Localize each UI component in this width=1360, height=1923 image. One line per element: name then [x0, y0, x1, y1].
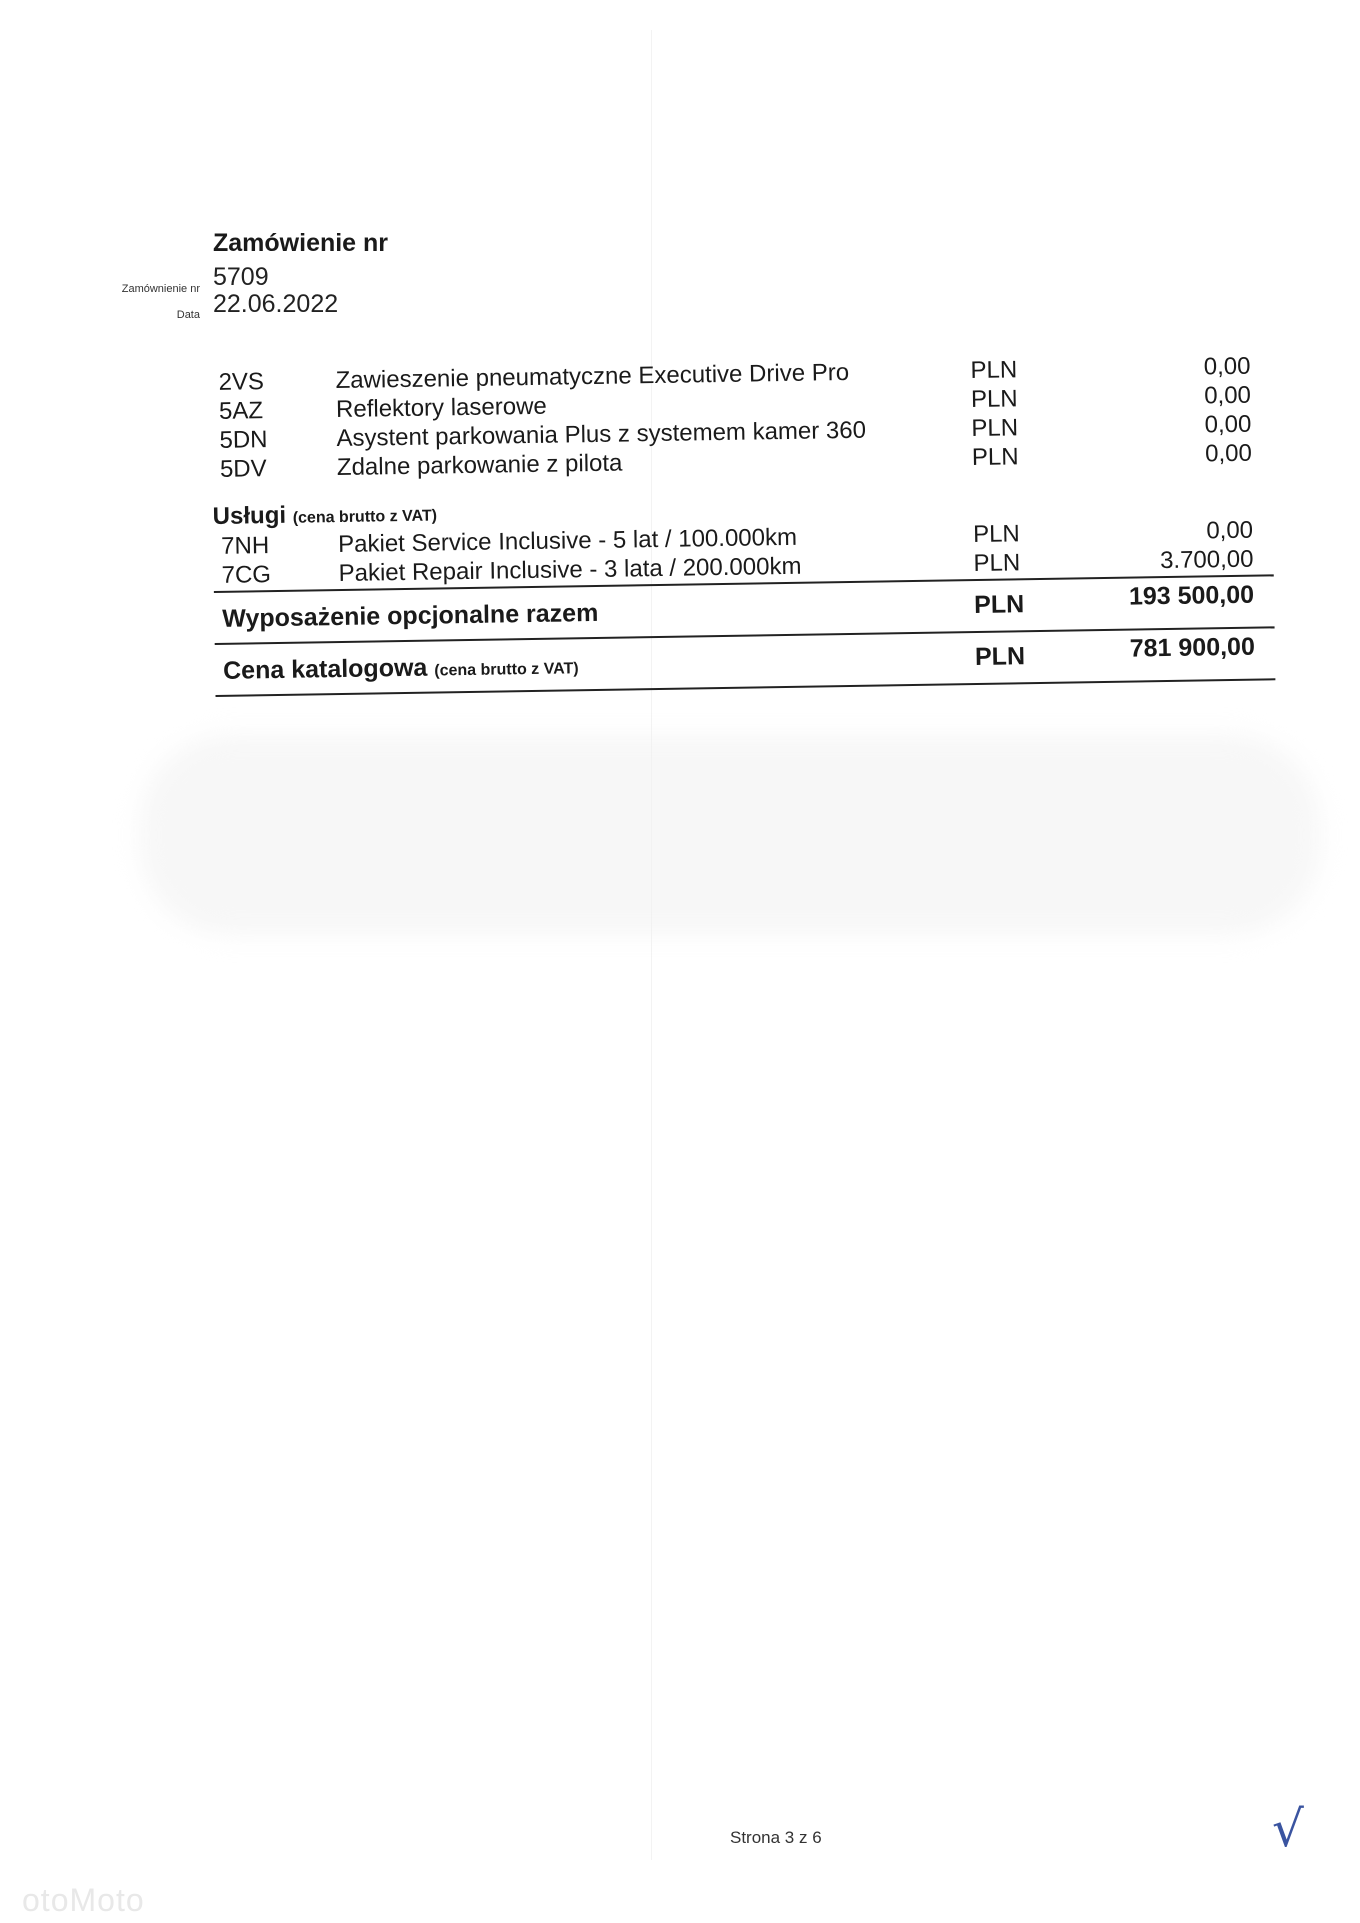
- scan-fold-line: [651, 30, 652, 1860]
- option-code: 2VS: [218, 368, 265, 396]
- catalog-price-title: Cena katalogowa: [222, 653, 428, 685]
- service-amount: 0,00: [1206, 516, 1254, 545]
- option-code: 5DN: [219, 426, 268, 454]
- order-date: 22.06.2022: [213, 290, 339, 318]
- option-description: Zawieszenie pneumatyczne Executive Drive Pro: [335, 358, 850, 395]
- service-code: 7NH: [220, 532, 270, 560]
- option-description: Zdalne parkowanie z pilota: [336, 449, 623, 482]
- check-mark-icon: √: [1272, 1800, 1304, 1858]
- watermark: otoMoto: [22, 1882, 145, 1918]
- service-currency: PLN: [973, 549, 1021, 578]
- order-number-label: Zamównienie nr: [121, 283, 200, 295]
- date-label: Data: [176, 309, 200, 321]
- redacted-area: [140, 735, 1320, 935]
- services-note: (cena brutto z VAT): [292, 507, 438, 527]
- order-number: 5709: [213, 263, 269, 291]
- option-description: Asystent parkowania Plus z systemem kamer 360: [336, 416, 867, 453]
- catalog-price-note: (cena brutto z VAT): [434, 660, 579, 680]
- service-currency: PLN: [972, 520, 1020, 549]
- optional-total-amount: 193 500,00: [1128, 580, 1255, 611]
- option-currency: PLN: [970, 356, 1018, 385]
- services-title: Usługi: [212, 501, 287, 530]
- optional-total-currency: PLN: [973, 590, 1025, 620]
- catalog-price-label: [223, 651, 579, 686]
- catalog-price-amount: 781 900,00: [1129, 632, 1256, 663]
- option-currency: PLN: [970, 385, 1018, 414]
- service-code: 7CG: [221, 561, 272, 589]
- page-number: Strona 3 z 6: [730, 1828, 822, 1847]
- option-code: 5DV: [219, 455, 267, 483]
- option-currency: PLN: [971, 414, 1019, 443]
- option-amount: 0,00: [1203, 352, 1251, 381]
- price-table: [210, 328, 1275, 697]
- option-description: Reflektory laserowe: [335, 392, 547, 424]
- option-currency: PLN: [971, 443, 1019, 472]
- option-amount: 0,00: [1204, 410, 1252, 439]
- optional-total-label: Wyposażenie opcjonalne razem: [222, 598, 599, 633]
- option-amount: 0,00: [1204, 439, 1253, 468]
- order-title: Zamówienie nr: [213, 229, 389, 257]
- service-amount: 3.700,00: [1159, 545, 1254, 575]
- service-description: Pakiet Repair Inclusive - 3 lata / 200.000km: [338, 552, 802, 588]
- option-code: 5AZ: [218, 397, 264, 425]
- option-amount: 0,00: [1203, 381, 1252, 410]
- catalog-price-currency: PLN: [974, 642, 1026, 672]
- service-description: Pakiet Service Inclusive - 5 lat / 100.000km: [337, 523, 798, 559]
